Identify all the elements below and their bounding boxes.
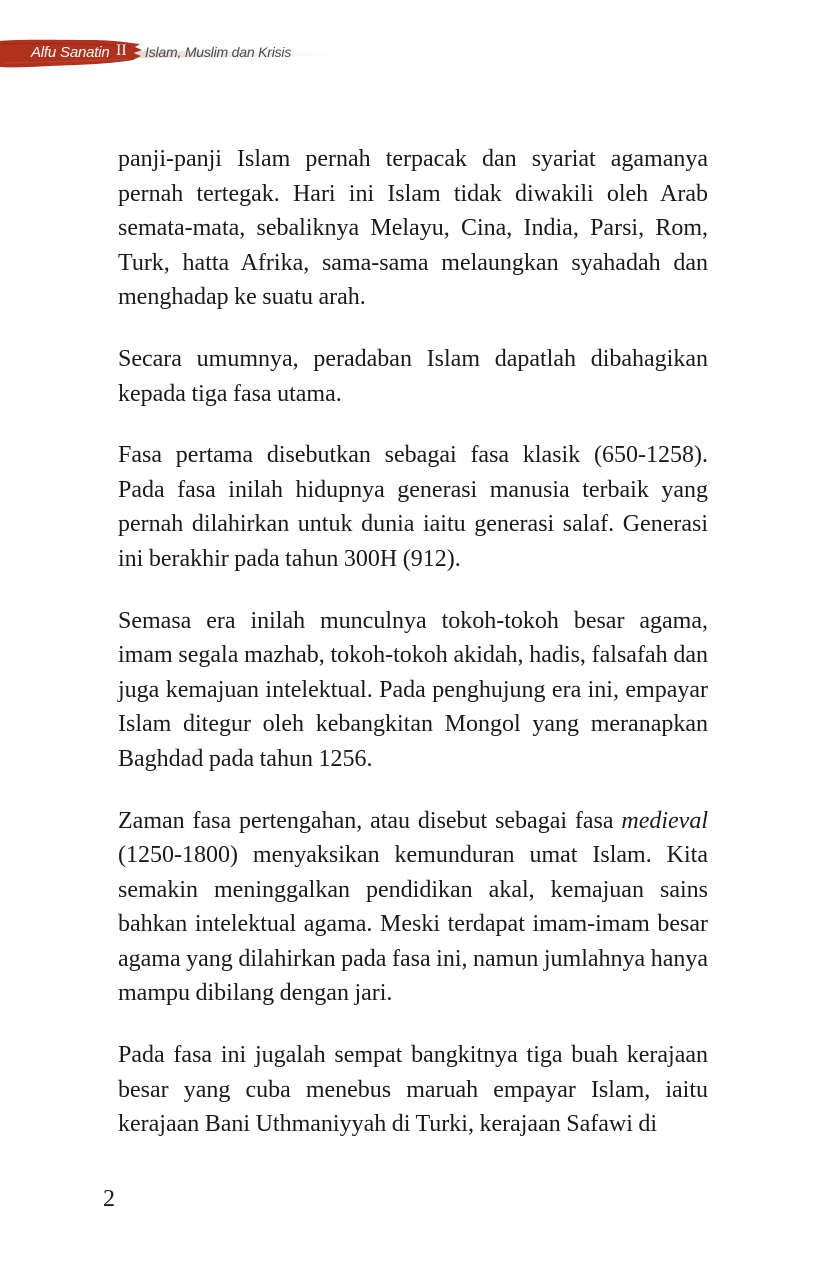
body-text bbox=[118, 142, 708, 1169]
paragraph: Fasa pertama disebutkan sebagai fasa klasik (650-1258). Pada fasa inilah hidupnya generasi manusia terbaik yang pernah dilahirkan untuk dunia iaitu generasi salaf. Generasi ini berakhir pada tahun 300H (912). bbox=[118, 442, 708, 572]
book-title: Alfu Sanatin bbox=[31, 44, 110, 61]
paragraph: Secara umumnya, peradaban Islam dapatlah dibahagikan kepada tiga fasa utama. bbox=[118, 345, 708, 407]
paragraph: Pada fasa ini jugalah sempat bangkitnya tiga buah kerajaan besar yang cuba menebus maruah empayar Islam, iaitu kerajaan Bani Uthmaniyyah di Turki, kerajaan Safawi di bbox=[118, 1042, 708, 1138]
paragraph-text: Zaman fasa pertengahan, atau disebut sebagai fasa bbox=[118, 807, 622, 834]
running-header bbox=[0, 38, 340, 68]
italic-term: medieval bbox=[621, 807, 708, 834]
paragraph: Semasa era inilah munculnya tokoh-tokoh besar agama, imam segala mazhab, tokoh-tokoh akidah, hadis, falsafah dan juga kemajuan intelektual. Pada penghujung era ini, empayar Islam ditegur oleh kebangkitan Mongol yang meranapkan Baghdad pada tahun 1256. bbox=[118, 607, 708, 772]
chapter-title: Islam, Muslim dan Krisis bbox=[145, 44, 292, 60]
book-volume-number: II bbox=[116, 42, 127, 59]
paragraph bbox=[118, 804, 708, 1012]
page-number: 2 bbox=[103, 1186, 115, 1212]
paragraph-text: (1250-1800) menyaksikan kemunduran umat Islam. Kita semakin meninggalkan pendidikan akal, kemajuan sains bahkan intelektual agama. Meski terdapat imam-imam besar agama yang dilahirkan pada fasa ini, namun jumlahnya hanya mampu dibilang dengan jari. bbox=[118, 842, 708, 1007]
paragraph: panji-panji Islam pernah terpacak dan syariat agamanya pernah tertegak. Hari ini Islam tidak diwakili oleh Arab semata-mata, sebaliknya Melayu, Cina, India, Parsi, Rom, Turk, hatta Afrika, sama-sama melaungkan syahadah dan menghadap ke suatu arah. bbox=[118, 146, 708, 311]
